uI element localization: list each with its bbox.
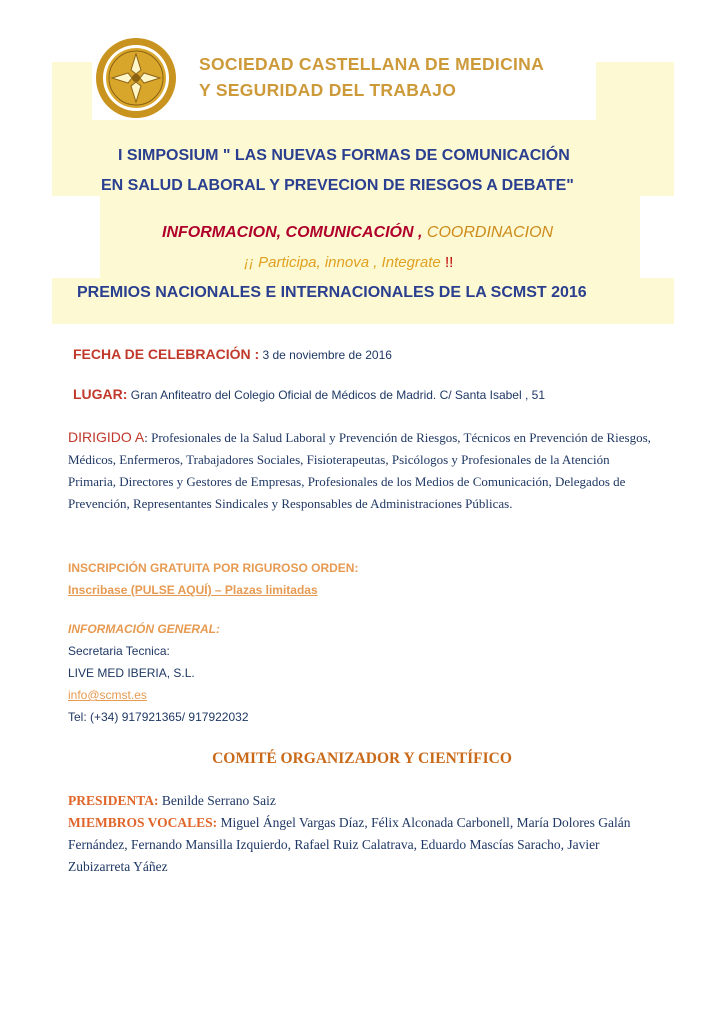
slogan-text: ¡¡ Participa, innova , Integrate [244,254,445,271]
committee-heading: COMITÉ ORGANIZADOR Y CIENTÍFICO [212,750,512,767]
audience-colon: : [144,430,148,445]
committee-members [68,790,664,878]
symposium-title-line1: I SIMPOSIUM " LAS NUEVAS FORMAS DE COMUNICACIÓN [118,147,570,164]
president-name: Benilde Serrano Saiz [158,793,276,808]
registration-heading: INSCRIPCIÓN GRATUITA POR RIGUROSO ORDEN: [68,561,359,575]
event-date [73,346,392,362]
motto-part1: INFORMACION, COMUNICACIÓN , [162,224,423,241]
members-names: Miguel Ángel Vargas Díaz, Félix Alconada Carbonell, María Dolores Galán Fernández, Fernando Mansilla Izquierdo, Rafael Ruiz Calatrava, Eduardo Mascías Saracho, Javier Zubizarreta Yáñez [68,815,631,874]
banner-notch-right [640,196,674,278]
audience-text: Profesionales de la Salud Laboral y Prevención de Riesgos, Técnicos en Prevención de Riesgos, Médicos, Enfermeros, Trabajadores Sociales, Fisioterapeutas, Psicólogos y Profesionales de la Atención Primaria, Directores y Gestores de Empresas, Profesionales de los Medios de Comunicación, Delegados de Prevención, Representantes Sindicales y Responsables de Administraciones Públicas. [68,430,651,511]
motto [162,224,553,242]
event-location [73,386,545,402]
registration-link[interactable]: Inscribase (PULSE AQUÍ) – Plazas limitadas [68,583,318,597]
technical-secretariat-label: Secretaria Tecnica: [68,644,170,658]
contact-phone: Tel: (+34) 917921365/ 917922032 [68,710,249,724]
symposium-title-line2: EN SALUD LABORAL Y PREVECION DE RIESGOS A DEBATE" [101,177,574,194]
general-info-heading: INFORMACIÓN GENERAL: [68,622,220,636]
company-name: LIVE MED IBERIA, S.L. [68,666,195,680]
org-name-line2: Y SEGURIDAD DEL TRABAJO [199,80,457,100]
president-label: PRESIDENTA: [68,793,159,808]
event-date-value: 3 de noviembre de 2016 [259,348,392,362]
members-label: MIEMBROS VOCALES: [68,815,218,830]
slogan [244,254,453,271]
awards-title: PREMIOS NACIONALES E INTERNACIONALES DE LA SCMST 2016 [77,284,587,301]
event-location-label: LUGAR: [73,386,128,402]
banner-notch-left [52,196,100,278]
event-location-value: Gran Anfiteatro del Colegio Oficial de Médicos de Madrid. C/ Santa Isabel , 51 [127,388,545,402]
event-date-label: FECHA DE CELEBRACIÓN : [73,346,260,362]
contact-email-link[interactable]: info@scmst.es [68,688,147,702]
org-name-line1: SOCIEDAD CASTELLANA DE MEDICINA [199,54,545,74]
audience-label: DIRIGIDO A [68,429,145,445]
president-line [68,790,664,812]
members-line [68,812,664,878]
slogan-bang: !! [444,254,454,271]
society-seal-cross-icon [94,36,178,120]
motto-part2: COORDINACION [422,224,554,241]
audience-paragraph [68,426,658,515]
